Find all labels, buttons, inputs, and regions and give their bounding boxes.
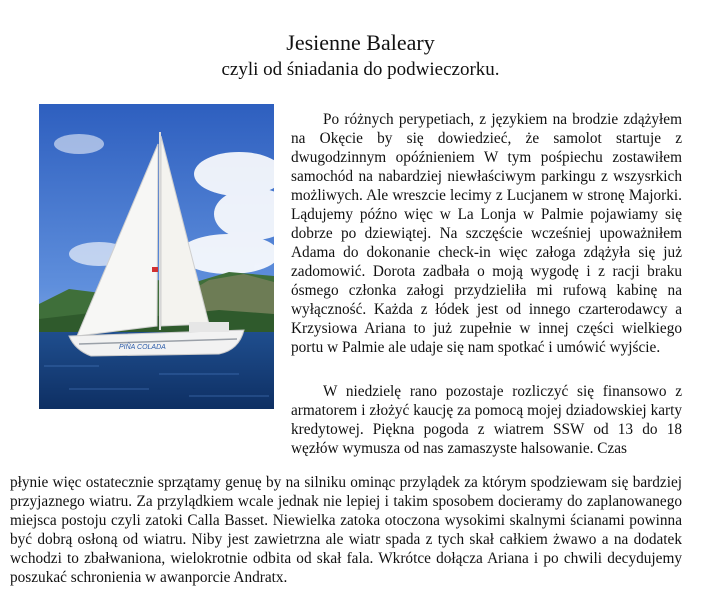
- paragraph-1: [291, 110, 682, 357]
- boat-name-label: PIÑA COLADA: [119, 344, 166, 351]
- paragraph-2-column: [291, 382, 682, 458]
- sailboat-photo: [39, 104, 274, 409]
- document-subtitle: czyli od śniadania do podwieczorku.: [221, 59, 500, 80]
- paragraph-2-full-text: płynie więc ostatecznie sprzątamy genuę by na silniku ominąc przylądek za którym spodziewam się bardziej przyjaznego wiatru. Za przylądkiem wcale jednak nie lepiej i takim sposobem docieramy do zaplanowanego miejsca postoju czyli zatoki Calla Basset. Niewielka zatoka otoczona wysokimi skalnymi ścianami powinna być dobrą osłoną od wiatru. Niby jest zawietrzna ale wiatr spada z tych skał całkiem żwawo a na dodatek wchodzi to zbałwaniona, wielokrotnie odbita od skał fala. Wkrótce dołącza Ariana i po chwili decydujemy poszukać schronienia w awanporcie Andratx.: [10, 474, 682, 587]
- paragraph-2-full-width: [10, 458, 682, 603]
- paragraph-1-text: Po różnych perypetiach, z językiem na brodzie zdążyłem na Okęcie by się dowiedzieć, że samolot startuje z dwugodzinnym opóźnieniem W tym pośpiechu zostawiłem samochód na nabardziej niewłaściwym parkingu z wszysrkich możliwych. Ale wreszcie lecimy z Lucjanem w stronę Majorki. Lądujemy późno więc w La Lonja w Palmie pojawiamy się dobrze po dziewiątej. Na szczęście wcześniej upoważniłem Adama do dokonanie check-in więc załoga zdążyła się już zadomowić. Dorota zadbała o moją wygodę i z racji braku ósmego członka załogi przydzieliła mi rufową kabinę na wyłączność. Każda z łódek jest od innego czarterodawcy a Krzysiowa Ariana to już zupełnie w innej części wielkiego portu w Palmie ale udaje się nam spotkać i umówić wyjście.: [291, 111, 682, 356]
- paragraph-2-column-text: W niedzielę rano pozostaje rozliczyć się finansowo z armatorem i złożyć kaucję za pomocą mojej dziadowskiej karty kredytowej. Piękna pogoda z wiatrem SSW od 13 do 18 węzłów wymusza od nas zamaszyste halsowanie. Czas: [291, 383, 682, 457]
- document-title: Jesienne Baleary: [286, 30, 435, 55]
